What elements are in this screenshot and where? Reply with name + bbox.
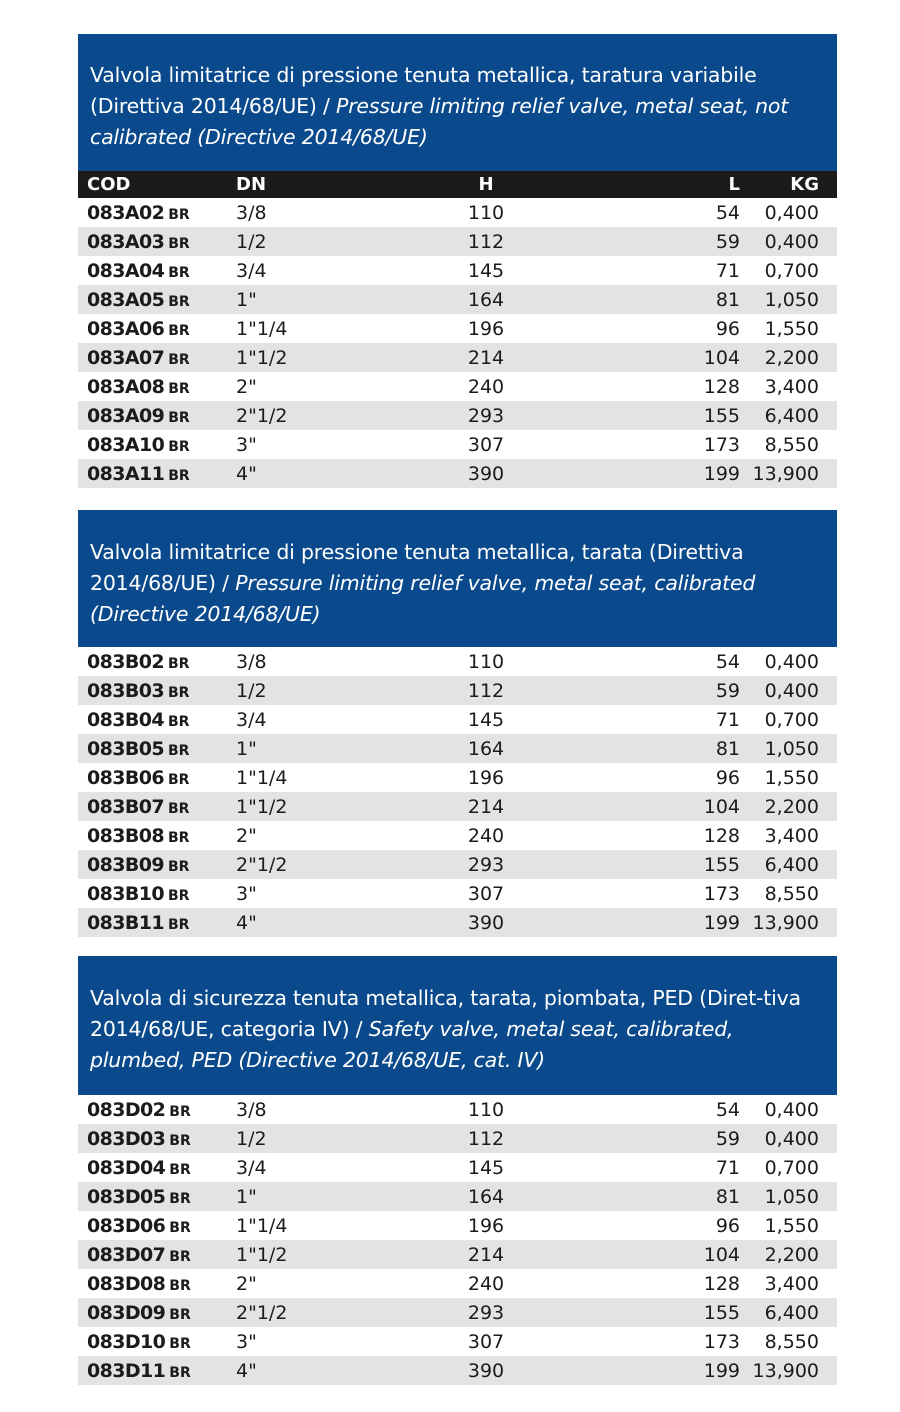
cell-dn: 2"1/2 — [236, 404, 288, 427]
product-code: 083A08 — [87, 375, 165, 398]
product-code: 083B09 — [87, 853, 164, 876]
product-code-suffix: BR — [167, 771, 190, 788]
product-code: 083D09 — [87, 1301, 166, 1324]
product-code: 083A05 — [87, 288, 165, 311]
cell-cod — [78, 767, 236, 789]
cell-dn: 1" — [236, 288, 257, 311]
cell-h: 214 — [467, 795, 505, 818]
cell-h: 307 — [467, 1330, 505, 1353]
cell-cod — [78, 1157, 236, 1179]
column-header-h: H — [478, 174, 494, 195]
cell-cod — [78, 405, 236, 427]
cell-dn: 4" — [236, 911, 257, 934]
cell-kg: 2,200 — [764, 1243, 819, 1266]
cell-kg: 8,550 — [764, 1330, 819, 1353]
column-header-l: L — [728, 174, 740, 195]
cell-dn: 1"1/4 — [236, 1214, 288, 1237]
cell-kg: 3,400 — [764, 375, 819, 398]
table-row — [78, 343, 837, 372]
product-code-suffix: BR — [169, 1219, 191, 1236]
cell-h: 293 — [467, 1301, 505, 1324]
table-row — [78, 879, 837, 908]
table-row — [78, 1327, 837, 1356]
cell-cod — [78, 1128, 236, 1150]
cell-kg: 0,400 — [764, 679, 819, 702]
product-code: 083A04 — [87, 259, 165, 282]
table-row — [78, 676, 837, 705]
cell-h: 196 — [467, 1214, 505, 1237]
cell-dn: 3/8 — [236, 650, 267, 673]
cell-cod — [78, 1244, 236, 1266]
cell-kg: 1,050 — [764, 737, 819, 760]
section-title-banner — [78, 510, 837, 647]
cell-cod — [78, 1186, 236, 1208]
cell-h: 112 — [467, 679, 505, 702]
cell-l: 81 — [715, 737, 740, 760]
cell-h: 293 — [467, 853, 505, 876]
column-header-kg: KG — [790, 174, 819, 195]
cell-dn: 1"1/2 — [236, 1243, 288, 1266]
product-code-suffix: BR — [168, 264, 190, 281]
cell-dn: 3/4 — [236, 1156, 267, 1179]
product-code: 083A06 — [87, 317, 165, 340]
cell-dn: 4" — [236, 462, 257, 485]
cell-cod — [78, 825, 236, 847]
cell-cod — [78, 231, 236, 253]
cell-kg: 0,700 — [764, 708, 819, 731]
cell-h: 307 — [467, 433, 505, 456]
product-code-suffix: BR — [168, 351, 190, 368]
cell-h: 390 — [467, 1359, 505, 1382]
product-code-suffix: BR — [169, 1248, 191, 1265]
cell-dn: 3/4 — [236, 708, 267, 731]
cell-dn: 3/8 — [236, 201, 267, 224]
cell-l: 81 — [715, 1185, 740, 1208]
product-code-suffix: BR — [167, 858, 190, 875]
product-code: 083A09 — [87, 404, 165, 427]
cell-dn: 1"1/2 — [236, 795, 288, 818]
cell-kg: 1,050 — [764, 288, 819, 311]
cell-cod — [78, 434, 236, 456]
cell-h: 293 — [467, 404, 505, 427]
product-code-suffix: BR — [167, 713, 190, 730]
cell-dn: 1" — [236, 1185, 257, 1208]
cell-l: 54 — [715, 1098, 740, 1121]
cell-h: 110 — [467, 1098, 505, 1121]
cell-l: 71 — [715, 1156, 740, 1179]
cell-cod — [78, 289, 236, 311]
cell-dn: 2" — [236, 824, 257, 847]
product-code-suffix: BR — [169, 1364, 191, 1381]
cell-h: 110 — [467, 650, 505, 673]
cell-h: 145 — [467, 259, 505, 282]
cell-h: 164 — [467, 737, 505, 760]
cell-dn: 1"1/4 — [236, 766, 288, 789]
cell-l: 71 — [715, 708, 740, 731]
cell-h: 214 — [467, 1243, 505, 1266]
cell-l: 81 — [715, 288, 740, 311]
product-code: 083B05 — [87, 737, 164, 760]
product-code: 083A07 — [87, 346, 165, 369]
cell-h: 164 — [467, 1185, 505, 1208]
cell-l: 104 — [703, 1243, 740, 1266]
product-code: 083B04 — [87, 708, 164, 731]
cell-kg: 0,400 — [764, 201, 819, 224]
product-code: 083D03 — [87, 1127, 166, 1150]
cell-h: 145 — [467, 708, 505, 731]
table-row — [78, 821, 837, 850]
cell-dn: 1/2 — [236, 1127, 267, 1150]
cell-l: 104 — [703, 346, 740, 369]
cell-kg: 8,550 — [764, 882, 819, 905]
product-code: 083D10 — [87, 1330, 166, 1353]
product-code-suffix: BR — [167, 887, 190, 904]
cell-kg: 0,400 — [764, 230, 819, 253]
cell-l: 128 — [703, 1272, 740, 1295]
product-code-suffix: BR — [167, 742, 190, 759]
cell-l: 104 — [703, 795, 740, 818]
section-title-english: Pressure limiting relief valve, metal seat, not calibrated (Directive 2014/68/UE) — [90, 94, 789, 149]
table-row — [78, 459, 837, 488]
cell-l: 173 — [703, 433, 740, 456]
table-row — [78, 198, 837, 227]
product-code-suffix: BR — [167, 655, 190, 672]
cell-kg: 2,200 — [764, 795, 819, 818]
product-code-suffix: BR — [168, 438, 190, 455]
cell-kg: 13,900 — [752, 462, 819, 485]
cell-h: 145 — [467, 1156, 505, 1179]
table-row — [78, 1211, 837, 1240]
cell-l: 199 — [703, 911, 740, 934]
table-row — [78, 1269, 837, 1298]
product-code: 083A10 — [87, 433, 165, 456]
cell-cod — [78, 376, 236, 398]
cell-l: 96 — [715, 1214, 740, 1237]
product-code: 083B06 — [87, 766, 164, 789]
product-code: 083D05 — [87, 1185, 166, 1208]
cell-l: 128 — [703, 375, 740, 398]
cell-cod — [78, 883, 236, 905]
cell-l: 128 — [703, 824, 740, 847]
table-row — [78, 1356, 837, 1385]
cell-h: 196 — [467, 766, 505, 789]
table-row — [78, 705, 837, 734]
cell-dn: 3" — [236, 882, 257, 905]
table-row — [78, 1153, 837, 1182]
product-code-suffix: BR — [168, 322, 190, 339]
product-table-section-1 — [78, 34, 837, 488]
table-row — [78, 285, 837, 314]
cell-h: 390 — [467, 462, 505, 485]
product-code-suffix: BR — [169, 1277, 191, 1294]
cell-kg: 3,400 — [764, 824, 819, 847]
cell-kg: 13,900 — [752, 1359, 819, 1382]
table-row — [78, 1240, 837, 1269]
cell-cod — [78, 912, 236, 934]
cell-kg: 1,550 — [764, 1214, 819, 1237]
product-code: 083B10 — [87, 882, 164, 905]
cell-l: 54 — [715, 201, 740, 224]
cell-h: 110 — [467, 201, 505, 224]
product-code: 083B03 — [87, 679, 164, 702]
section-title-italian: Valvola limitatrice di pressione tenuta metallica, taratura variabile (Direttiva 2014/68/UE) / — [90, 63, 757, 118]
table-row — [78, 763, 837, 792]
cell-kg: 0,700 — [764, 259, 819, 282]
section-title-banner — [78, 956, 837, 1095]
table-body — [78, 198, 837, 488]
table-row — [78, 850, 837, 879]
cell-kg: 13,900 — [752, 911, 819, 934]
product-code-suffix: BR — [169, 1306, 191, 1323]
cell-h: 240 — [467, 375, 505, 398]
section-title-italian: Valvola di sicurezza tenuta metallica, tarata, piombata, PED (Diret-tiva 2014/68/UE, categoria IV) / — [90, 986, 801, 1041]
product-code-suffix: BR — [168, 380, 190, 397]
cell-kg: 6,400 — [764, 1301, 819, 1324]
cell-kg: 6,400 — [764, 404, 819, 427]
cell-cod — [78, 680, 236, 702]
cell-dn: 1" — [236, 737, 257, 760]
cell-l: 173 — [703, 882, 740, 905]
product-code-suffix: BR — [168, 206, 190, 223]
cell-l: 155 — [703, 404, 740, 427]
cell-h: 214 — [467, 346, 505, 369]
cell-cod — [78, 738, 236, 760]
product-code: 083A11 — [87, 462, 165, 485]
cell-l: 96 — [715, 766, 740, 789]
cell-kg: 1,550 — [764, 317, 819, 340]
cell-dn: 3" — [236, 1330, 257, 1353]
cell-kg: 0,400 — [764, 1127, 819, 1150]
product-code: 083D11 — [87, 1359, 166, 1382]
product-code-suffix: BR — [169, 1335, 191, 1352]
cell-cod — [78, 1302, 236, 1324]
cell-h: 112 — [467, 1127, 505, 1150]
product-code: 083B02 — [87, 650, 164, 673]
product-code-suffix: BR — [169, 1161, 191, 1178]
cell-cod — [78, 202, 236, 224]
cell-dn: 2"1/2 — [236, 853, 288, 876]
cell-dn: 4" — [236, 1359, 257, 1382]
table-row — [78, 1298, 837, 1327]
table-body — [78, 1095, 837, 1385]
product-code: 083B11 — [87, 911, 164, 934]
cell-cod — [78, 1331, 236, 1353]
cell-h: 390 — [467, 911, 505, 934]
product-table-section-2 — [78, 510, 837, 937]
cell-l: 199 — [703, 462, 740, 485]
product-code: 083B07 — [87, 795, 164, 818]
table-body — [78, 647, 837, 937]
cell-dn: 3" — [236, 433, 257, 456]
cell-cod — [78, 318, 236, 340]
table-row — [78, 734, 837, 763]
section-title-english: Pressure limiting relief valve, metal seat, calibrated (Directive 2014/68/UE) — [90, 571, 756, 626]
cell-dn: 3/4 — [236, 259, 267, 282]
cell-kg: 3,400 — [764, 1272, 819, 1295]
product-code-suffix: BR — [167, 916, 190, 933]
cell-kg: 6,400 — [764, 853, 819, 876]
product-code: 083A02 — [87, 201, 165, 224]
product-code-suffix: BR — [168, 235, 190, 252]
table-row — [78, 908, 837, 937]
cell-cod — [78, 1360, 236, 1382]
product-code: 083D07 — [87, 1243, 166, 1266]
product-code-suffix: BR — [167, 684, 190, 701]
cell-kg: 0,700 — [764, 1156, 819, 1179]
section-title-english: Safety valve, metal seat, calibrated, plumbed, PED (Directive 2014/68/UE, cat. IV) — [90, 1017, 734, 1072]
table-row — [78, 792, 837, 821]
product-code-suffix: BR — [167, 800, 190, 817]
cell-h: 164 — [467, 288, 505, 311]
table-row — [78, 314, 837, 343]
section-title-italian: Valvola limitatrice di pressione tenuta metallica, tarata (Direttiva 2014/68/UE) / — [90, 540, 744, 595]
column-header-row — [78, 171, 837, 198]
cell-kg: 8,550 — [764, 433, 819, 456]
product-code: 083A03 — [87, 230, 165, 253]
table-row — [78, 227, 837, 256]
product-code-suffix: BR — [168, 467, 190, 484]
table-row — [78, 372, 837, 401]
cell-l: 59 — [715, 1127, 740, 1150]
cell-dn: 1/2 — [236, 679, 267, 702]
table-row — [78, 430, 837, 459]
cell-h: 112 — [467, 230, 505, 253]
product-code: 083D06 — [87, 1214, 166, 1237]
cell-h: 240 — [467, 824, 505, 847]
product-code: 083D04 — [87, 1156, 166, 1179]
cell-kg: 0,400 — [764, 1098, 819, 1121]
cell-cod — [78, 260, 236, 282]
cell-cod — [78, 1215, 236, 1237]
cell-h: 196 — [467, 317, 505, 340]
product-code-suffix: BR — [169, 1103, 191, 1120]
cell-kg: 1,050 — [764, 1185, 819, 1208]
product-code-suffix: BR — [169, 1132, 191, 1149]
column-header-dn: DN — [236, 174, 267, 195]
cell-dn: 1"1/2 — [236, 346, 288, 369]
product-code-suffix: BR — [168, 293, 190, 310]
cell-kg: 0,400 — [764, 650, 819, 673]
table-row — [78, 1095, 837, 1124]
column-header-cod: COD — [87, 174, 131, 195]
cell-h: 240 — [467, 1272, 505, 1295]
cell-l: 59 — [715, 230, 740, 253]
cell-kg: 2,200 — [764, 346, 819, 369]
cell-cod — [78, 1273, 236, 1295]
cell-kg: 1,550 — [764, 766, 819, 789]
cell-cod — [78, 651, 236, 673]
cell-l: 155 — [703, 1301, 740, 1324]
cell-l: 96 — [715, 317, 740, 340]
cell-cod — [78, 854, 236, 876]
cell-l: 71 — [715, 259, 740, 282]
cell-dn: 2" — [236, 1272, 257, 1295]
cell-cod — [78, 463, 236, 485]
cell-dn: 1"1/4 — [236, 317, 288, 340]
cell-cod — [78, 796, 236, 818]
product-code: 083D08 — [87, 1272, 166, 1295]
cell-l: 59 — [715, 679, 740, 702]
cell-h: 307 — [467, 882, 505, 905]
cell-dn: 2"1/2 — [236, 1301, 288, 1324]
cell-dn: 1/2 — [236, 230, 267, 253]
table-row — [78, 1182, 837, 1211]
table-row — [78, 401, 837, 430]
product-code-suffix: BR — [168, 409, 190, 426]
cell-cod — [78, 709, 236, 731]
cell-cod — [78, 347, 236, 369]
table-row — [78, 256, 837, 285]
cell-cod — [78, 1099, 236, 1121]
section-title-banner — [78, 34, 837, 171]
cell-dn: 3/8 — [236, 1098, 267, 1121]
cell-dn: 2" — [236, 375, 257, 398]
product-code-suffix: BR — [169, 1190, 191, 1207]
cell-l: 173 — [703, 1330, 740, 1353]
table-row — [78, 1124, 837, 1153]
table-row — [78, 647, 837, 676]
product-table-section-3 — [78, 956, 837, 1385]
cell-l: 199 — [703, 1359, 740, 1382]
product-code: 083B08 — [87, 824, 164, 847]
product-code-suffix: BR — [167, 829, 190, 846]
cell-l: 155 — [703, 853, 740, 876]
product-code: 083D02 — [87, 1098, 166, 1121]
cell-l: 54 — [715, 650, 740, 673]
